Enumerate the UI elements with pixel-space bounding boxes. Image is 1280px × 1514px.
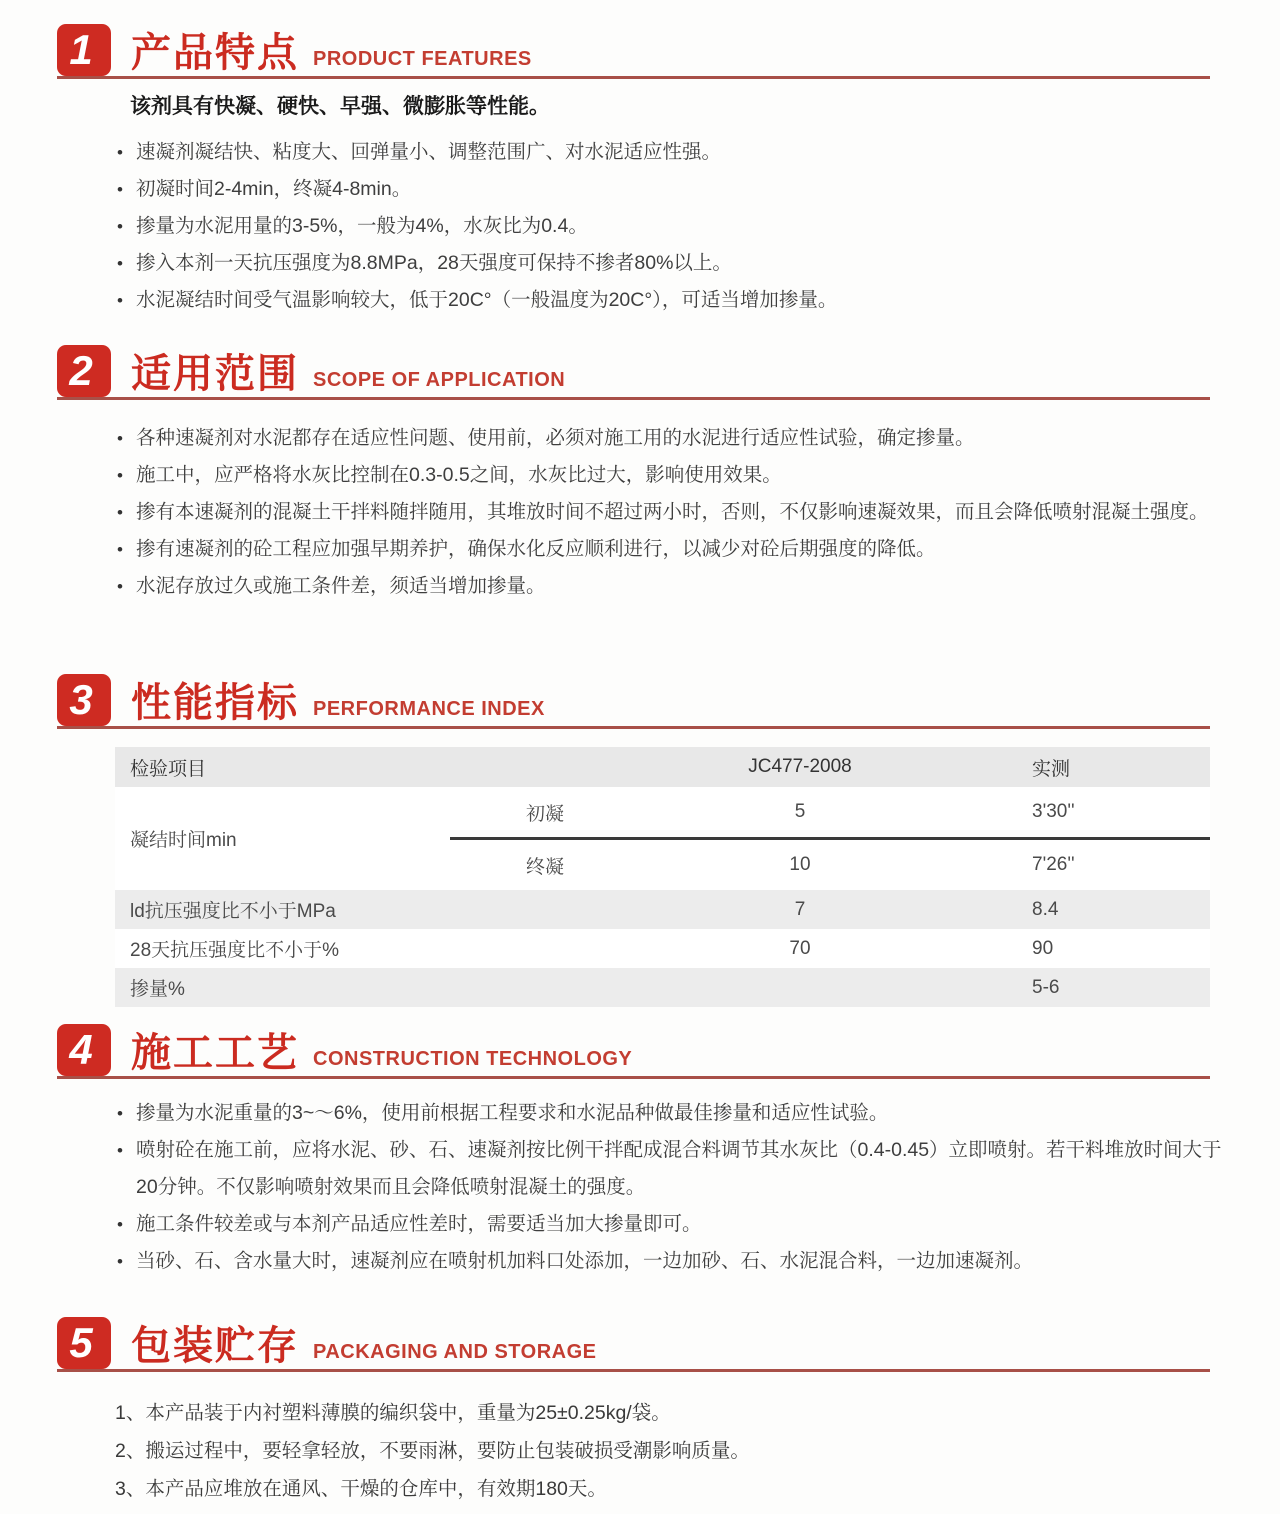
section-title: 产品特点 bbox=[131, 31, 299, 75]
bullet-item: • 当砂、石、含水量大时，速凝剂应在喷射机加料口处添加，一边加砂、石、水泥混合料，一边加速凝剂。 bbox=[115, 1243, 1238, 1280]
bullet-item: • 掺量为水泥重量的3~～6%，使用前根据工程要求和水泥品种做最佳掺量和适应性试验。 bbox=[115, 1095, 1238, 1132]
numbered-list bbox=[0, 1394, 1280, 1508]
table-row-28d-strength bbox=[115, 929, 1210, 968]
section-header bbox=[57, 1315, 1210, 1372]
bullet-item: • 初凝时间2-4min，终凝4-8min。 bbox=[115, 171, 1238, 208]
section-header bbox=[57, 22, 1210, 79]
section-title: 适用范围 bbox=[131, 352, 299, 396]
intro-line: 该剂具有快凝、硬快、早强、微膨胀等性能。 bbox=[130, 95, 550, 118]
measured-value: 5-6 bbox=[1032, 976, 1060, 998]
section-title: 性能指标 bbox=[131, 681, 299, 725]
bullet-item: • 施工中，应严格将水灰比控制在0.3-0.5之间，水灰比过大，影响使用效果。 bbox=[115, 457, 1238, 494]
standard-value: 70 bbox=[789, 937, 811, 959]
section-product-features bbox=[0, 22, 1280, 319]
section-subtitle: SCOPE OF APPLICATION bbox=[313, 369, 566, 391]
section-number-badge: 4 bbox=[57, 1024, 111, 1076]
section-construction-technology bbox=[0, 1022, 1280, 1280]
bullet-item: • 速凝剂凝结快、粘度大、回弹量小、调整范围广、对水泥适应性强。 bbox=[115, 134, 1238, 171]
col-header-item: 检验项目 bbox=[130, 758, 207, 780]
row-label: 掺量% bbox=[130, 979, 185, 1000]
section-number-badge: 2 bbox=[57, 345, 111, 397]
measured-value: 8.4 bbox=[1032, 898, 1059, 920]
performance-table bbox=[115, 747, 1210, 1007]
section-title: 包装贮存 bbox=[131, 1324, 299, 1368]
bullet-list bbox=[0, 134, 1280, 319]
table-row-1d-strength bbox=[115, 890, 1210, 929]
measured-value: 90 bbox=[1032, 937, 1054, 959]
table-row-setting-time bbox=[115, 787, 1210, 890]
section-performance-index bbox=[0, 672, 1280, 1007]
table-subrow-initial-set bbox=[450, 787, 1210, 837]
standard-value: 7 bbox=[794, 898, 806, 920]
bullet-item: • 掺量为水泥用量的3-5%，一般为4%，水灰比为0.4。 bbox=[115, 208, 1238, 245]
col-header-measured: 实测 bbox=[1032, 758, 1071, 780]
row-label: ld抗压强度比不小于MPa bbox=[130, 901, 336, 922]
section-header bbox=[57, 672, 1210, 729]
section-number-badge: 5 bbox=[57, 1317, 111, 1369]
row-label: 28天抗压强度比不小于% bbox=[130, 940, 340, 961]
bullet-item: • 水泥存放过久或施工条件差，须适当增加掺量。 bbox=[115, 568, 1238, 605]
numbered-item: 2、搬运过程中，要轻拿轻放，不要雨淋，要防止包装破损受潮影响质量。 bbox=[115, 1440, 750, 1462]
standard-value: 5 bbox=[794, 801, 806, 822]
numbered-item: 3、本产品应堆放在通风、干燥的仓库中，有效期180天。 bbox=[115, 1478, 607, 1500]
table-header-row bbox=[115, 747, 1210, 787]
bullet-item: • 掺有本速凝剂的混凝土干拌料随拌随用，其堆放时间不超过两小时，否则，不仅影响速凝效果，而且会降低喷射混凝土强度。 bbox=[115, 494, 1238, 531]
section-number-badge: 3 bbox=[57, 674, 111, 726]
section-subtitle: PACKAGING AND STORAGE bbox=[313, 1341, 597, 1363]
row-label: 凝结时间min bbox=[130, 830, 237, 851]
bullet-list bbox=[0, 420, 1280, 605]
section-packaging-and-storage bbox=[0, 1315, 1280, 1508]
subrow-label: 终凝 bbox=[525, 856, 564, 878]
col-header-standard: JC477-2008 bbox=[748, 756, 852, 777]
measured-value: 3'30'' bbox=[1032, 801, 1075, 822]
section-subtitle: CONSTRUCTION TECHNOLOGY bbox=[313, 1048, 633, 1070]
table-row-dosage bbox=[115, 968, 1210, 1007]
section-scope-of-application bbox=[0, 343, 1280, 605]
section-header bbox=[57, 1022, 1210, 1079]
bullet-item: • 施工条件较差或与本剂产品适应性差时，需要适当加大掺量即可。 bbox=[115, 1206, 1238, 1243]
bullet-item: • 掺有速凝剂的砼工程应加强早期养护，确保水化反应顺利进行，以减少对砼后期强度的降低。 bbox=[115, 531, 1238, 568]
section-number-badge: 1 bbox=[57, 24, 111, 76]
section-header bbox=[57, 343, 1210, 400]
sub-rows bbox=[450, 787, 1210, 890]
subrow-label: 初凝 bbox=[525, 803, 564, 825]
measured-value: 7'26'' bbox=[1032, 854, 1075, 875]
standard-value: 10 bbox=[789, 854, 811, 875]
bullet-item: • 水泥凝结时间受气温影响较大，低于20C°（一般温度为20C°），可适当增加掺量。 bbox=[115, 282, 1238, 319]
bullet-list bbox=[0, 1095, 1280, 1280]
numbered-item: 1、本产品装于内衬塑料薄膜的编织袋中，重量为25±0.25kg/袋。 bbox=[115, 1402, 671, 1424]
section-title: 施工工艺 bbox=[131, 1031, 299, 1075]
bullet-item: • 掺入本剂一天抗压强度为8.8MPa，28天强度可保持不掺者80%以上。 bbox=[115, 245, 1238, 282]
section-subtitle: PRODUCT FEATURES bbox=[313, 48, 532, 70]
table-subrow-final-set bbox=[450, 840, 1210, 890]
bullet-item: • 各种速凝剂对水泥都存在适应性问题、使用前，必须对施工用的水泥进行适应性试验，确定掺量。 bbox=[115, 420, 1238, 457]
bullet-item: • 喷射砼在施工前，应将水泥、砂、石、速凝剂按比例干拌配成混合料调节其水灰比（0.4-0.45）立即喷射。若干料堆放时间大于20分钟。不仅影响喷射效果而且会降低喷射混凝土的强度。 bbox=[115, 1132, 1238, 1206]
section-subtitle: PERFORMANCE INDEX bbox=[313, 698, 545, 720]
